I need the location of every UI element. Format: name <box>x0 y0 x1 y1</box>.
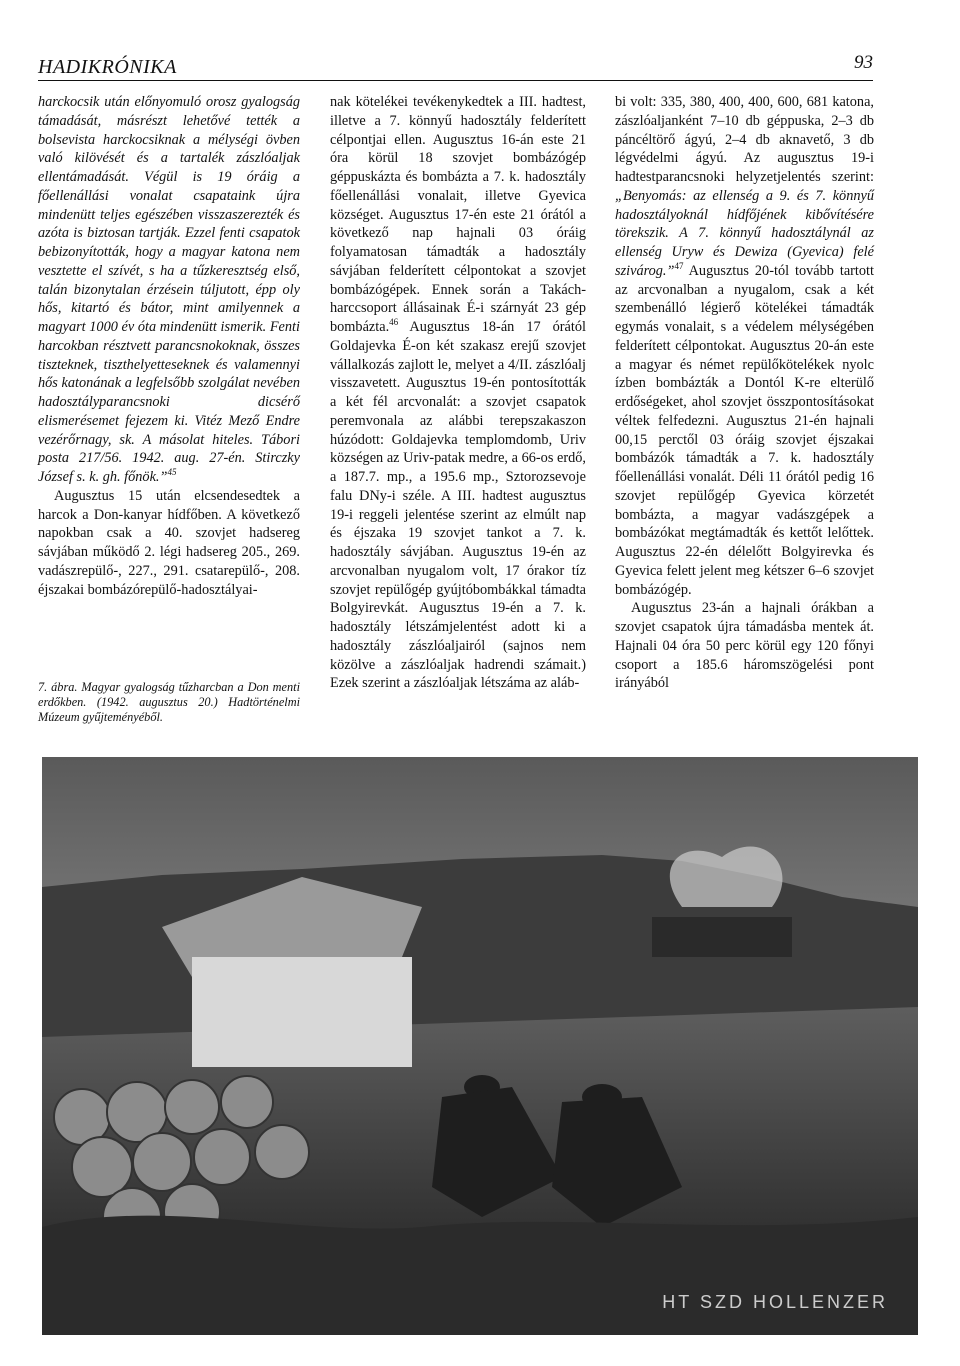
footnote-ref: 47 <box>674 260 684 271</box>
quoted-report-text: harckocsik után előnyomuló orosz gyalogság támadását, másrészt lehetővé tették a bolsevista harckocsiknak a mélységi övben való kilövését és a tartalék zászlóaljak ellentámadását. Végül is 19 óráig a főellenállási vonalat csapataink újra mindenütt teljes egészében visszaszerezték és azóta is biztosan tartják. Ezzel fenti csapatok bebizonyították, hogy a magyar katona nem vesztette el szívét, s ha a tűzkeresztség első, talán bizonytalan érzésein túljutott, épp oly hős, kitartó és bátor, mint amilyennek a magyart 1000 év óta mindenütt ismerik. Fenti harcokban résztvett parancsnokoknak, összes tiszteknek, tiszthelyetteseknek és valamennyi hős katonának a legfelsőbb szolgálat nevében hadosztályparancsnoki dicsérő elismerésemet fejezem ki. Vitéz Mező Endre vezérőrnagy, sk. A másolat hiteles. Tábori posta 217/56. 1942. aug. 27-én. Stirczky József s. k. gh. főnök.” <box>38 94 300 485</box>
figure-caption: 7. ábra. Magyar gyalogság tűzharcban a Don menti erdőkben. (1942. augusztus 20.) Hadtörténelmi Múzeum gyűjteményéből. <box>38 680 300 724</box>
text-column-1 <box>38 93 300 599</box>
body-paragraph <box>330 93 586 693</box>
quoted-assessment: „Benyomás: az ellenség a 9. és 7. könnyű hadosztályoknál hídfőjének kibővítésére törekszik. A 7. könnyű hadosztálynál az ellenség Uryw és Dewiza (Gyevica) felé szivárog.” <box>615 187 874 279</box>
photo-illustration <box>42 757 918 1335</box>
smoke <box>670 847 783 907</box>
page-header <box>38 52 873 81</box>
quoted-report-paragraph <box>38 93 300 487</box>
burning-building <box>652 917 792 957</box>
footnote-ref: 45 <box>167 467 177 478</box>
body-paragraph: Augusztus 23-án a hajnali órákban a szovjet csapatok újra támadásba mentek át. Hajnali 04 óra 50 perc körül egy 120 főnyi csoport a 185.6 háromszögelési pont irányából <box>615 600 874 692</box>
body-text: Augusztus 18-án 17 órától Goldajevka É-on két szakasz erejű szovjet vállalkozás zajlott le, melyet a 4/II. zászlóalj visszavetett. Augusztus 19-én pontosították a két fél arcvonalát: a szovjet csapatok peremvonala az alábbi terepszakaszon húzódott: Goldajevka templomdomb, Uriv községen az Uriv-patak medre, a 66-os erdő, a 187.7. mp., a 195.6 mp., Sztorozsevoje falu DNy-i széle. A III. hadtest augusztus 19-i reggeli jelentése szerint az elmúlt nap és éjszaka 19 szovjet tankot a 7. k. hadosztály sávjában. Augusztus 19-én az arcvonalban nyugalom volt, 17 órakor tíz szovjet repülőgép gyújtóbombákkal támadta Bolgyirevkát. Augusztus 19-én a 7. k. hadosztály létszámjelentést adott ki a hadosztály zászlóaljairól (sajnos nem közölve a zászlóaljak hadrendi számait.) Ezek szerint a zászlóaljak létszáma az aláb- <box>330 319 586 692</box>
body-text: bi volt: 335, 380, 400, 400, 600, 681 katona, zászlóaljanként 7–10 db géppuska, 2–3 db páncéltörő ágyú, 2–4 db aknavető, 3 db légvédelmi ágyú. Az augusztus 19-i hadtestparancsnoki helyzetjelentés szerint: <box>615 94 874 185</box>
figure-photo-infantry-firefight <box>42 757 918 1335</box>
foreground-brush <box>42 1216 918 1335</box>
photo-watermark: HT SZD HOLLENZER <box>662 1292 888 1312</box>
body-text: Augusztus 20-tól tovább tartott az arcvonalban a nyugalom, csak a két szembenálló légierő kötelékei támadták egymás vonalait, s a védelem mélységében felderített célpontokat. Augusztus 20-án este a magyar és német repülőkötelékek nyolc ízben bombázták a Dontól K-re elterülő erdőségeket, ahol szovjet összpontosításokat véltek felfedezni. Augusztus 21-én hajnali 00,15 perctől 03 óráig szovjet éjszakai bombázók támadták a 7. k. hadosztály főellenállási vonalát. Déli 11 órától pedig 16 szovjet repülőgép Gyevica körzetét bombázta, a magyar vadászgépek a bombázókat megtámadták és kettőt lelőttek. Augusztus 22-én délelőtt Bolgyirevka és Gyevica felett jelent meg kétszer 6–6 szovjet bombázógép. <box>615 262 874 598</box>
cottage-wall <box>192 957 412 1067</box>
footnote-ref: 46 <box>389 317 399 328</box>
text-column-2 <box>330 93 586 693</box>
body-text: nak kötelékei tevékenykedtek a III. hadtest, illetve a 7. könnyű hadosztály felderített célpontjai ellen. Augusztus 16-án este 21 óra körül 18 szovjet bombázógép géppuskázta és bombázta a 7. k. hadosztály főellenállási vonalait, illetve Gyevica községet. Augusztus 17-én este 21 órától a következő nap hajnali 03 óráig folyamatosan támadták a hadosztály sávjában felderített célpontokat a szovjet bombázógépek. Ennek során a Takách-harccsoport állásainak É-i szárnyát 23 gép bombázta. <box>330 94 586 335</box>
page-number: 93 <box>854 52 873 73</box>
running-head: HADIKRÓNIKA <box>38 56 177 78</box>
body-paragraph <box>615 93 874 599</box>
body-paragraph: Augusztus 15 után elcsendesedtek a harcok a Don-kanyar hídfőben. A következő napokban csak a 40. szovjet hadsereg sávjában működő 2. légi hadsereg 205., 269. vadászrepülő-, 227., 291. csatarepülő-, 208. éjszakai bombázórepülő-hadosztályai- <box>38 487 300 598</box>
text-column-3 <box>615 93 874 693</box>
